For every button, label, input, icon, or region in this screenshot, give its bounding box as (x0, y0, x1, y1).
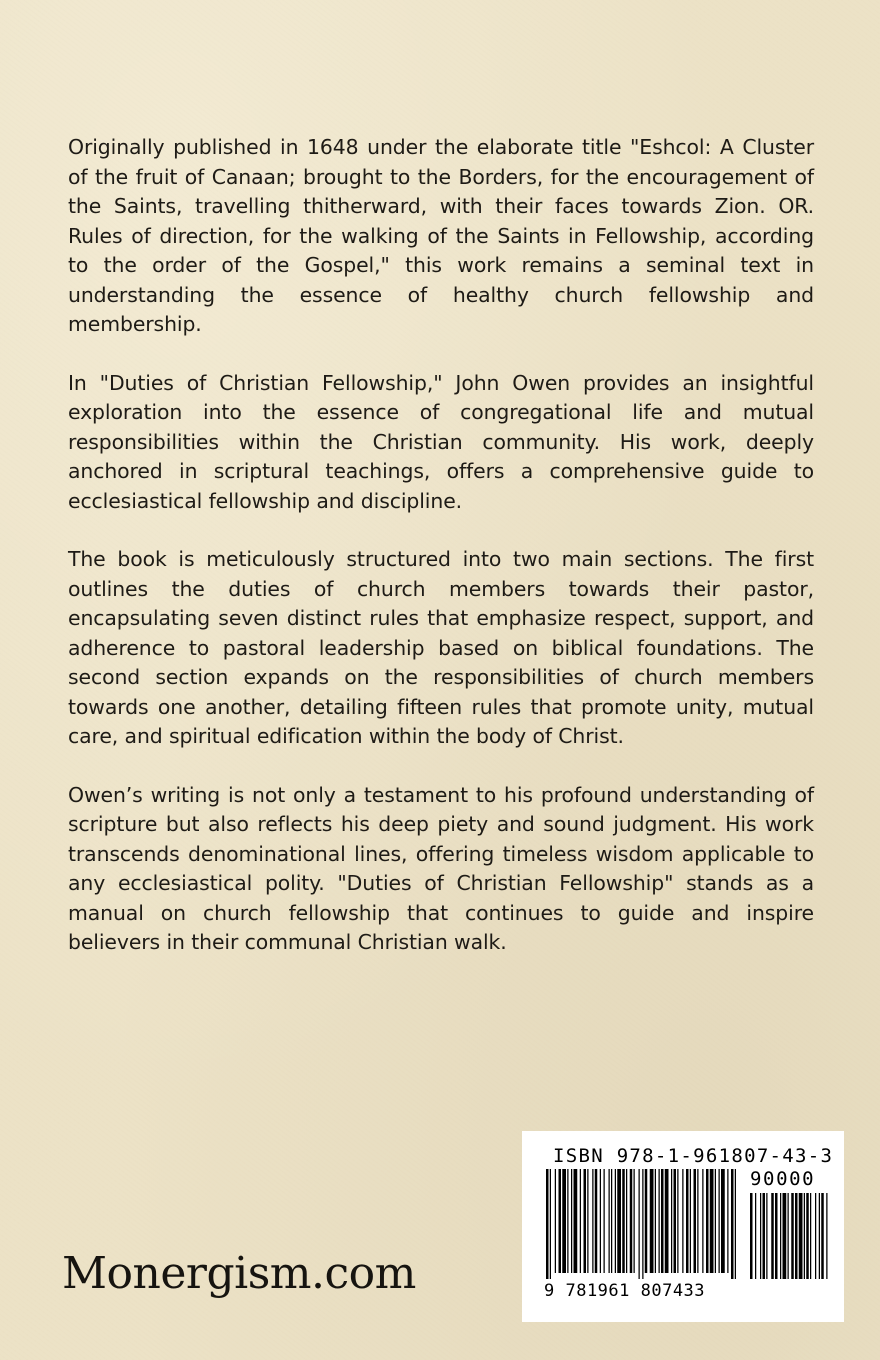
barcode-bar (580, 1169, 581, 1273)
barcode-bar (562, 1169, 566, 1273)
addon-bar (775, 1193, 778, 1279)
barcode-bar (567, 1169, 568, 1273)
barcode-bar (661, 1169, 664, 1273)
barcode-digits: 9 781961 807433 (544, 1281, 706, 1301)
addon-bar (755, 1193, 756, 1279)
barcode-bar (595, 1169, 598, 1273)
barcode-bar (706, 1169, 709, 1273)
addon-bar (763, 1193, 766, 1279)
barcode-bar (600, 1169, 601, 1273)
barcode-bar (546, 1169, 549, 1279)
description-paragraph-4: Owen’s writing is not only a testament to his profound understanding of scripture but also reflects his deep piety and sound judgment. His work transcends denominational lines, offering timeless wisdom applicable to any ecclesiastical polity. "Duties of Christian Fellowship" stands as a manual on church fellowship that continues to guide and inspire believers in their communal Christian walk. (68, 782, 814, 954)
addon-bar (760, 1193, 761, 1279)
addon-bars (750, 1193, 828, 1279)
barcode-bar (686, 1169, 689, 1273)
barcode-bar (665, 1169, 669, 1273)
description-paragraph-1: Originally published in 1648 under the elaborate title "Eshcol: A Cluster of the fruit of Canaan; brought to the Borders, for the encouragement of the Saints, travelling thitherward, with their faces towards Zion. OR. Rules of direction, for the walking of the Saints in Fellowship, according to the order of the Gospel," this work remains a seminal text in understanding the essence of healthy church fellowship and membership. (68, 135, 814, 336)
addon-bar (819, 1193, 820, 1279)
barcode-bar (659, 1169, 660, 1273)
barcode-bar (634, 1169, 635, 1273)
barcode-bar (674, 1169, 677, 1273)
barcode-bar (677, 1169, 678, 1273)
addon-bar (750, 1193, 753, 1279)
addon-bar (771, 1193, 774, 1279)
barcode-bar (639, 1169, 640, 1279)
back-cover-description (68, 133, 814, 987)
addon-bar (815, 1193, 816, 1279)
barcode-bar (555, 1169, 556, 1273)
barcode-bar (571, 1169, 572, 1273)
barcode-bar (584, 1169, 587, 1273)
barcode-bar (587, 1169, 588, 1273)
barcode-bar (559, 1169, 562, 1273)
barcode-bar (592, 1169, 593, 1273)
barcode-bar (719, 1169, 720, 1273)
barcode-bar (694, 1169, 697, 1273)
barcode-bar (702, 1169, 703, 1273)
barcode-bar (617, 1169, 621, 1273)
barcode-bar (650, 1169, 654, 1273)
addon-bar (810, 1193, 811, 1279)
barcode-bar (690, 1169, 691, 1273)
barcode-bar (645, 1169, 648, 1273)
barcode-bar (611, 1169, 612, 1273)
barcode-bar (626, 1169, 627, 1273)
barcode-bar (697, 1169, 698, 1273)
addon-bar (780, 1193, 781, 1279)
barcode-bar (630, 1169, 633, 1273)
barcode-bar (731, 1169, 734, 1279)
barcode-bar (735, 1169, 736, 1279)
barcode-bar (655, 1169, 656, 1273)
addon-bar (795, 1193, 798, 1279)
publisher-name: Monergism.com (62, 1248, 416, 1299)
addon-bar (821, 1193, 824, 1279)
addon-bar (799, 1193, 803, 1279)
barcode-addon-digits: 90000 (750, 1168, 816, 1190)
description-paragraph-2: In "Duties of Christian Fellowship," John Owen provides an insightful exploration into the essence of congregational life and mutual responsibilities within the Christian community. His work, deeply anchored in scriptural teachings, offers a comprehensive guide to ecclesiastical fellowship and discipline. (68, 370, 814, 513)
barcode-bar (574, 1169, 578, 1273)
barcode-bar (642, 1169, 643, 1279)
addon-bar (788, 1193, 789, 1279)
barcode-bar (604, 1169, 605, 1273)
barcode-bar (609, 1169, 610, 1273)
barcode-bar (727, 1169, 728, 1273)
ean-bars (546, 1169, 736, 1279)
addon-bar (826, 1193, 827, 1279)
barcode-bar (622, 1169, 625, 1273)
barcode-bar (550, 1169, 551, 1279)
isbn-barcode-block (522, 1131, 844, 1322)
addon-bar (766, 1193, 767, 1279)
barcode-bar (615, 1169, 616, 1273)
barcode-bar (682, 1169, 683, 1273)
barcode-bar (715, 1169, 716, 1273)
description-paragraph-3: The book is meticulously structured into two main sections. The first outlines the duties of church members towards their pastor, encapsulating seven distinct rules that emphasize respect, support, and adherence to pastoral leadership based on biblical foundations. The second section expands on the responsibilities of church members towards one another, detailing fifteen rules that promote unity, mutual care, and spiritual edification within the body of Christ. (68, 547, 814, 748)
addon-bar (806, 1193, 809, 1279)
addon-bar (804, 1193, 805, 1279)
barcode-bar (721, 1169, 725, 1273)
addon-bar (783, 1193, 787, 1279)
barcode-bar (671, 1169, 672, 1273)
isbn-label: ISBN 978-1-961807-43-3 (553, 1145, 834, 1167)
addon-bar (791, 1193, 794, 1279)
barcode-bar (710, 1169, 714, 1273)
